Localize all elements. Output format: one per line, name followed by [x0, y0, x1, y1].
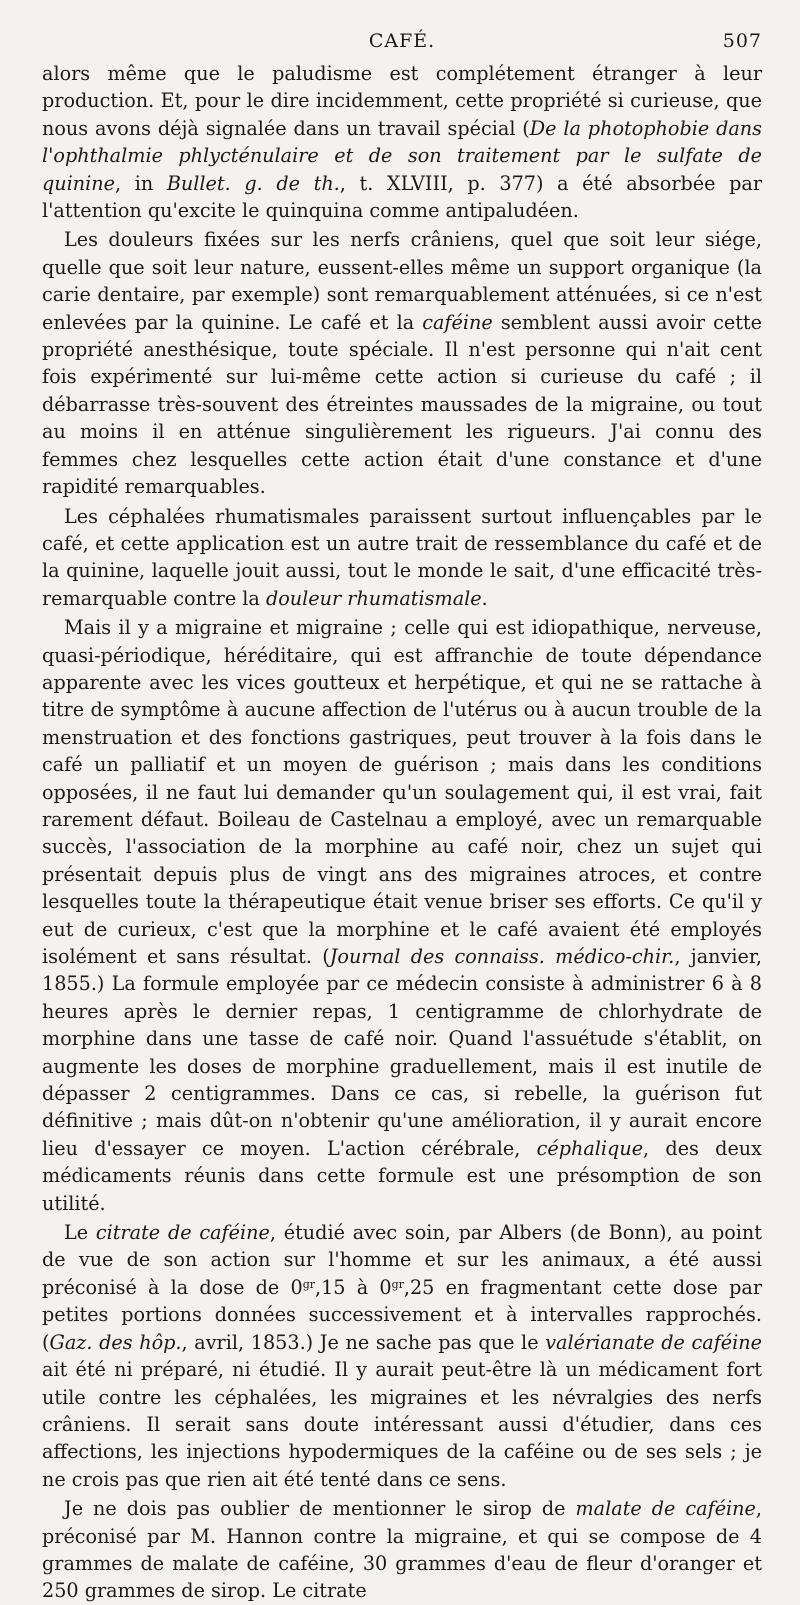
- italic-text: douleur rhumatismale: [265, 586, 482, 610]
- italic-text: céphalique: [536, 1136, 644, 1160]
- text-run: , étudié avec soin, par Albers (de Bonn), au point de vue de son action sur l'homme et sur les animaux, a été aussi préconisé à la dose de 0: [42, 1221, 762, 1299]
- text-run: Les douleurs fixées sur les nerfs crâniens, quel que soit leur siége, quelle que soit leur nature, eussent-elles même un support organique (la carie dentaire, par exemple) sont remarquablement atténuées, si ce n'est enlevées par la quinine. Le café et la: [42, 228, 762, 334]
- superscript-text: gr: [391, 1277, 404, 1291]
- paragraph: [42, 1495, 762, 1605]
- italic-text: Journal des connaiss. médico-chir.: [329, 945, 675, 968]
- italic-text: De la photophobie dans l'ophthalmie phlycténulaire et de son traitement par le sulfate de quinine: [42, 116, 762, 195]
- italic-text: valérianate de caféine: [545, 1330, 762, 1354]
- italic-text: Gaz. des hôp.: [49, 1330, 182, 1354]
- running-head: [42, 30, 762, 60]
- paragraph: [42, 226, 762, 500]
- text-run: Je ne dois pas oublier de mentionner le sirop de: [64, 1497, 576, 1521]
- text-run: , in: [114, 171, 167, 195]
- paragraph: [42, 614, 762, 1217]
- text-run: semblent aussi avoir cette propriété anesthésique, toute spéciale. Il n'est personne qui n'ait cent fois expérimenté sur lui-même cette action si curieuse du café ; il débarrasse très-souvent des étreintes maussades de la migraine, ou tout au moins il en atténue singulièrement les rigueurs. J'ai connu des femmes chez lesquelles cette action était d'une constance et d'une rapidité remarquables.: [42, 310, 762, 499]
- text-run: , janvier, 1855.) La formule employée par ce médecin consiste à administrer 6 à 8 heures après le dernier repas, 1 centigramme de chlorhydrate de morphine dans une tasse de café noir. Quand l'assuétude s'établit, on augmente les doses de morphine graduellement, mais il est inutile de dépasser 2 centigrammes. Dans ce cas, si rebelle, la guérison fut définitive ; mais dût-on n'obtenir qu'une amélioration, il y aurait encore lieu d'essayer ce moyen. L'action cérébrale,: [42, 945, 762, 1160]
- italic-text: malate de caféine: [575, 1497, 756, 1521]
- superscript-text: gr: [302, 1277, 315, 1291]
- italic-text: Bullet. g. de th.: [166, 171, 340, 195]
- italic-text: caféine: [422, 310, 493, 334]
- paragraph: [42, 503, 762, 613]
- text-run: , préconisé par M. Hannon contre la migraine, et qui se compose de 4 grammes de malate de caféine, 30 grammes d'eau de fleur d'oranger et 250 grammes de sirop. Le citrate: [42, 1497, 763, 1603]
- text-run: , t. XLVIII, p. 377) a été absorbée par l'attention qu'excite le quinquina comme antipaludéen.: [42, 171, 762, 223]
- text-run: ait été ni préparé, ni étudié. Il y aurait peut-être là un médicament fort utile contre les céphalées, les migraines et les névralgies des nerfs crâniens. Il serait sans doute intéressant aussi d'étudier, dans ces affections, les injections hypodermiques de la caféine ou de ses sels ; je ne crois pas que rien ait été tenté dans ce sens.: [42, 1358, 762, 1491]
- text-run: Les céphalées rhumatismales paraissent surtout influençables par le café, et cette application est un autre trait de ressemblance du café et de la quinine, laquelle jouit aussi, tout le monde le sait, d'une efficacité très-remarquable contre la: [42, 504, 762, 610]
- page-number: 507: [722, 30, 762, 52]
- text-run: ,15 à 0: [315, 1275, 392, 1299]
- text-run: , avril, 1853.) Je ne sache pas que le: [181, 1330, 546, 1354]
- text-run: ,25 en fragmentant cette dose par petites portions données successivement et à intervalles rapprochés. (: [42, 1275, 763, 1354]
- text-run: .: [481, 586, 488, 610]
- body-text: [42, 60, 762, 1605]
- paragraph: [42, 60, 762, 224]
- running-title: CAFÉ.: [368, 30, 436, 52]
- paragraph: [42, 1219, 762, 1493]
- italic-text: citrate de caféine: [95, 1221, 270, 1245]
- text-run: Le: [64, 1221, 96, 1245]
- text-run: , des deux médicaments réunis dans cette formule est une présomption de son utilité.: [42, 1136, 762, 1215]
- text-run: alors même que le paludisme est complétement étranger à leur production. Et, pour le dire incidemment, cette propriété si curieuse, que nous avons déjà signalée dans un travail spécial (: [42, 62, 762, 140]
- text-run: Mais il y a migraine et migraine ; celle qui est idiopathique, nerveuse, quasi-périodique, héréditaire, qui est affranchie de toute dépendance apparente avec les vices goutteux et herpétique, et qui ne se rattache à titre de symptôme à aucune affection de l'utérus ou à aucun trouble de la menstruation et des fonctions gastriques, peut trouver à la fois dans le café un palliatif et un moyen de guérison ; mais dans les conditions opposées, il ne faut lui demander qu'un soulagement qui, il est vrai, fait rarement défaut. Boileau de Castelnau a employé, avec un remarquable succès, l'association de la morphine au café noir, chez un sujet qui présentait depuis plus de vingt ans des migraines atroces, et contre lesquelles toute la thérapeutique était venue briser ses efforts. Ce qu'il y eut de curieux, c'est que la morphine et le café avaient été employés isolément et sans résultat. (: [42, 616, 762, 968]
